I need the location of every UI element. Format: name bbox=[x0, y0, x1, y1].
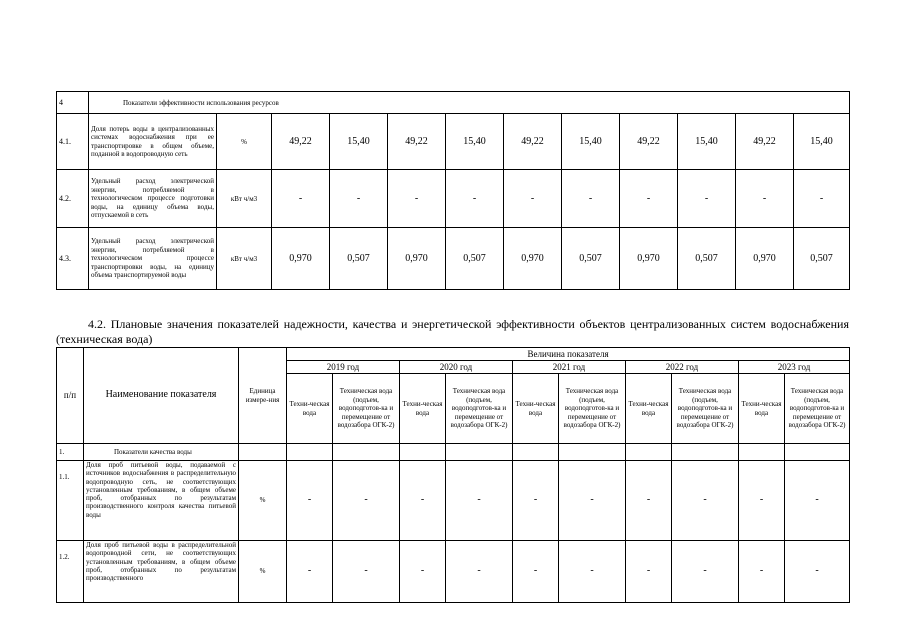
table-row bbox=[57, 461, 850, 541]
value-cell: - bbox=[513, 461, 559, 541]
sub-header-tech: Техни-ческая вода bbox=[739, 374, 785, 444]
value-cell: - bbox=[504, 170, 562, 228]
col-header-name: Наименование показателя bbox=[84, 348, 239, 444]
value-cell: - bbox=[736, 170, 794, 228]
value-cell: 15,40 bbox=[562, 114, 620, 170]
value-cell: 0,507 bbox=[794, 228, 850, 290]
indicator-name: Доля проб питьевой воды, подаваемой с источников водоснабжения в распределительную водопроводную сеть, не соответствующих установленным требованиям, в общем объеме проб, отобранных по результатам производственного контроля качества питьевой воды bbox=[84, 461, 239, 541]
unit-cell: % bbox=[217, 114, 272, 170]
value-cell: - bbox=[400, 541, 446, 603]
value-cell: - bbox=[400, 461, 446, 541]
sub-header-tech: Техни-ческая вода bbox=[513, 374, 559, 444]
unit-cell: кВт ч/м3 bbox=[217, 170, 272, 228]
value-cell: - bbox=[626, 461, 672, 541]
sub-header-tech-ogk: Техническая вода (подъем, водоподготов-ка и перемещение от водозабора ОГК-2) bbox=[333, 374, 400, 444]
value-cell: - bbox=[330, 170, 388, 228]
value-cell: - bbox=[333, 461, 400, 541]
value-cell: 49,22 bbox=[272, 114, 330, 170]
indicator-name: Доля потерь воды в централизованных системах водоснабжения при ее транспортировке в общем объеме, поданной в водопроводную сеть bbox=[89, 114, 217, 170]
indicator-name: Удельный расход электрической энергии, потребляемой в технологическом процессе подготовки воды, на единицу объема воды, отпускаемой в сеть bbox=[89, 170, 217, 228]
table-row bbox=[57, 170, 850, 228]
section-title: Показатели качества воды bbox=[84, 444, 239, 461]
row-number: 4.1. bbox=[57, 114, 89, 170]
unit-cell: % bbox=[239, 541, 287, 603]
section-row bbox=[57, 92, 850, 114]
value-cell: - bbox=[739, 541, 785, 603]
col-header-group: Величина показателя bbox=[287, 348, 850, 361]
value-cell: - bbox=[672, 461, 739, 541]
value-cell: - bbox=[620, 170, 678, 228]
section-heading: 4.2. Плановые значения показателей надежности, качества и энергетической эффективности объектов централизованных систем водоснабжения (техническая вода) bbox=[56, 317, 849, 346]
value-cell: - bbox=[559, 541, 626, 603]
section-title: Показатели эффективности использования ресурсов bbox=[89, 92, 850, 114]
value-cell: 0,970 bbox=[272, 228, 330, 290]
value-cell: 15,40 bbox=[446, 114, 504, 170]
table-row bbox=[57, 541, 850, 603]
value-cell: 0,970 bbox=[620, 228, 678, 290]
sub-header-tech: Техни-ческая вода bbox=[287, 374, 333, 444]
row-number: 1.2. bbox=[57, 541, 84, 603]
table-row bbox=[57, 228, 850, 290]
value-cell: - bbox=[287, 461, 333, 541]
row-number: 4.2. bbox=[57, 170, 89, 228]
value-cell: - bbox=[272, 170, 330, 228]
value-cell: - bbox=[287, 541, 333, 603]
sub-header-tech-ogk: Техническая вода (подъем, водоподготов-ка и перемещение от водозабора ОГК-2) bbox=[446, 374, 513, 444]
value-cell: 49,22 bbox=[388, 114, 446, 170]
value-cell: - bbox=[562, 170, 620, 228]
value-cell: 49,22 bbox=[736, 114, 794, 170]
value-cell: - bbox=[388, 170, 446, 228]
value-cell: - bbox=[446, 461, 513, 541]
value-cell: 49,22 bbox=[620, 114, 678, 170]
value-cell: - bbox=[626, 541, 672, 603]
value-cell: 15,40 bbox=[330, 114, 388, 170]
sub-header-tech-ogk: Техническая вода (подъем, водоподготов-ка и перемещение от водозабора ОГК-2) bbox=[785, 374, 850, 444]
efficiency-table bbox=[56, 91, 850, 290]
year-header: 2019 год bbox=[287, 361, 400, 374]
year-header: 2023 год bbox=[739, 361, 850, 374]
indicator-name: Доля проб питьевой воды в распределительной водопроводной сети, не соответствующих установленным требованиям, в общем объеме проб, отобранных по результатам производственного bbox=[84, 541, 239, 603]
table-row bbox=[57, 114, 850, 170]
col-header-unit: Единица измере-ния bbox=[239, 348, 287, 444]
value-cell: - bbox=[672, 541, 739, 603]
value-cell: - bbox=[559, 461, 626, 541]
section-number: 4 bbox=[57, 92, 89, 114]
sub-header-tech-ogk: Техническая вода (подъем, водоподготов-ка и перемещение от водозабора ОГК-2) bbox=[559, 374, 626, 444]
sub-header-tech: Техни-ческая вода bbox=[400, 374, 446, 444]
section-row bbox=[57, 444, 850, 461]
sub-header-tech: Техни-ческая вода bbox=[626, 374, 672, 444]
quality-indicators-table bbox=[56, 347, 850, 603]
value-cell: - bbox=[333, 541, 400, 603]
value-cell: 0,507 bbox=[562, 228, 620, 290]
header-row-group bbox=[57, 348, 850, 361]
value-cell: 0,970 bbox=[388, 228, 446, 290]
row-number: 4.3. bbox=[57, 228, 89, 290]
value-cell: - bbox=[794, 170, 850, 228]
value-cell: 49,22 bbox=[504, 114, 562, 170]
value-cell: 15,40 bbox=[794, 114, 850, 170]
value-cell: 15,40 bbox=[678, 114, 736, 170]
value-cell: - bbox=[678, 170, 736, 228]
col-header-number: п/п bbox=[57, 348, 84, 444]
value-cell: - bbox=[785, 461, 850, 541]
value-cell: 0,507 bbox=[678, 228, 736, 290]
year-header: 2022 год bbox=[626, 361, 739, 374]
year-header: 2020 год bbox=[400, 361, 513, 374]
indicator-name: Удельный расход электрической энергии, потребляемой в технологическом процессе транспортировки воды, на единицу объема транспортируемой воды bbox=[89, 228, 217, 290]
value-cell: 0,970 bbox=[504, 228, 562, 290]
value-cell: - bbox=[446, 170, 504, 228]
value-cell: - bbox=[785, 541, 850, 603]
value-cell: - bbox=[513, 541, 559, 603]
year-header: 2021 год bbox=[513, 361, 626, 374]
row-number: 1.1. bbox=[57, 461, 84, 541]
unit-cell: кВт ч/м3 bbox=[217, 228, 272, 290]
sub-header-tech-ogk: Техническая вода (подъем, водоподготов-ка и перемещение от водозабора ОГК-2) bbox=[672, 374, 739, 444]
section-number: 1. bbox=[57, 444, 84, 461]
value-cell: - bbox=[739, 461, 785, 541]
value-cell: - bbox=[446, 541, 513, 603]
unit-cell: % bbox=[239, 461, 287, 541]
value-cell: 0,507 bbox=[330, 228, 388, 290]
value-cell: 0,970 bbox=[736, 228, 794, 290]
value-cell: 0,507 bbox=[446, 228, 504, 290]
